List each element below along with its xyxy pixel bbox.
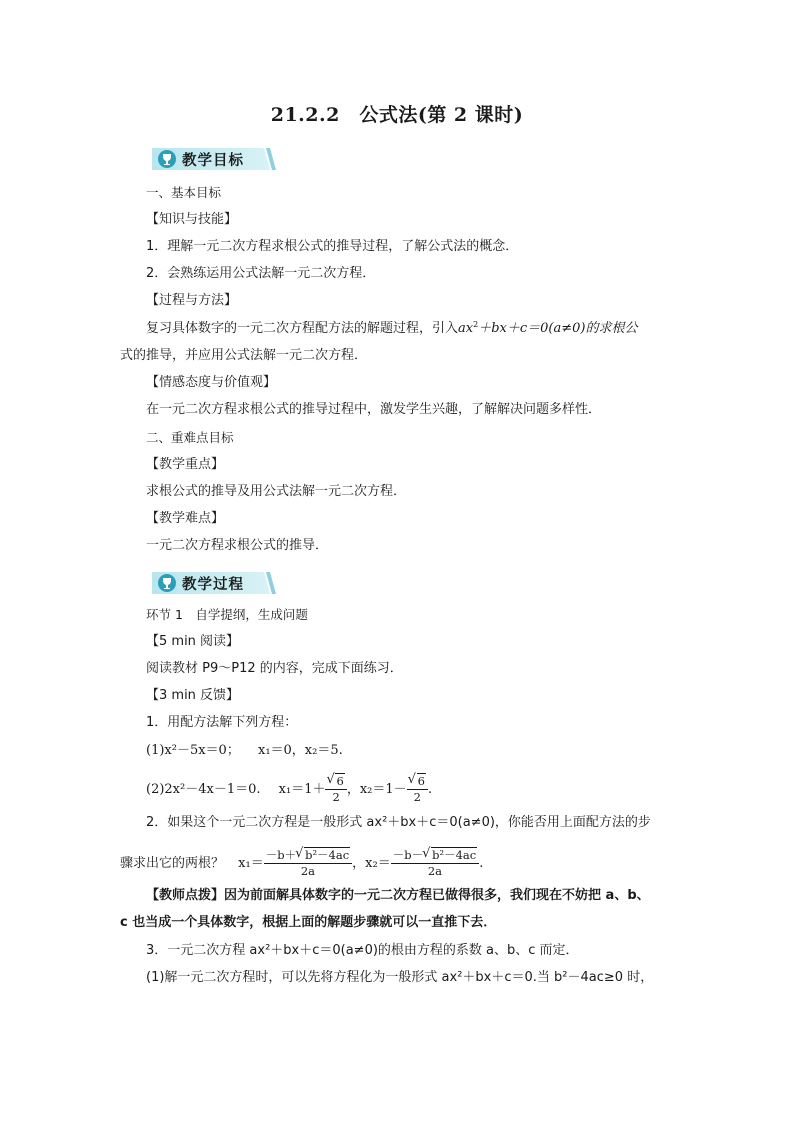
process-method-text-a: 复习具体数字的一元二次方程配方法的解题过程，引入: [146, 321, 459, 336]
reading-tag: 【5 min 阅读】: [146, 634, 240, 649]
question-2-line-1: 2．如果这个一元二次方程是一般形式 ax²＋bx＋c＝0(a≠0)，你能否用上面配方法的步: [146, 815, 651, 830]
process-method-line-1: 复习具体数字的一元二次方程配方法的解题过程，引入$ax^2+bx+c=0(a\ne 0)$的求根公: [146, 320, 638, 336]
teacher-tip-line-1: [146, 886, 650, 906]
banner-label-goals: 教学目标: [182, 153, 244, 169]
discriminant: b²－4ac: [305, 848, 350, 862]
feedback-tag: 【3 min 反馈】: [146, 688, 240, 703]
q1-1-answer: x₁＝0，x₂＝5.: [257, 743, 343, 758]
q2-x2-label: ，x₂＝: [352, 856, 391, 871]
question-3-part-1: (1)解一元二次方程时，可以先将方程化为一般形式 ax²＋bx＋c＝0.当 b²－4ac≥0 时，: [146, 970, 654, 985]
denominator: 2a: [427, 864, 443, 878]
knowledge-item-1: 1．理解一元二次方程求根公式的推导过程，了解公式法的概念．: [146, 239, 519, 254]
denominator: 2a: [300, 864, 316, 878]
q2-question-text: 骤求出它的两根？: [120, 856, 225, 871]
knowledge-heading: 【知识与技能】: [146, 212, 238, 227]
page-title: 21.2.2 公式法(第 2 课时): [270, 104, 524, 126]
q2-x1-label: x₁＝: [238, 856, 264, 871]
section-banner-process: [152, 570, 272, 594]
reading-text: 阅读教材 P9～P12 的内容，完成下面练习．: [146, 661, 403, 676]
root-formula-plus: －b＋ √ b²－4ac 2a: [264, 848, 352, 879]
difficulty-text: 一元二次方程求根公式的推导．: [146, 538, 329, 553]
radicand: 6: [417, 774, 425, 788]
step-1-heading: 环节 1 自学提纲，生成问题: [146, 607, 308, 622]
question-1-part-1: [146, 741, 343, 761]
teacher-tip-tag: 【教师点拨】: [146, 888, 225, 903]
q1-2-x1: x₁＝1＋: [278, 782, 326, 797]
denominator: 2: [413, 790, 421, 804]
q1-2-equation: (2)2x²－4x－1＝0.: [146, 782, 261, 797]
process-method-line-2: 式的推导，并应用公式法解一元二次方程．: [120, 348, 368, 363]
emotion-text: 在一元二次方程求根公式的推导过程中，激发学生兴趣，了解解决问题多样性．: [146, 402, 602, 417]
question-1-part-2: (2)2x²－4x－1＝0. x₁＝1＋ √ 6 2 ，x₂＝1－ √ 6 2 .: [146, 772, 433, 804]
q1-1-equation: (1)x²－5x＝0；: [146, 743, 240, 758]
question-2-line-2: 骤求出它的两根？ x₁＝ －b＋ √ b²－4ac 2a ，x₂＝ －b－ √ b²－4ac 2a .: [120, 846, 484, 878]
basic-goal-heading: 一、基本目标: [146, 185, 222, 200]
radicand: 6: [336, 774, 344, 788]
sqrt6-over-2-fraction-a: √ 6 2: [325, 774, 346, 805]
knowledge-item-2: 2．会熟练运用公式法解一元二次方程．: [146, 266, 376, 281]
q1-2-x2: ，x₂＝1－: [346, 782, 407, 797]
process-method-eq: ax: [458, 321, 474, 336]
process-method-heading: 【过程与方法】: [146, 293, 238, 308]
sqrt6-over-2-fraction-b: √ 6 2: [407, 774, 428, 805]
banner-label-process: 教学过程: [182, 577, 244, 593]
key-difficulty-heading: 二、重难点目标: [146, 430, 234, 445]
root-formula-minus: －b－ √ b²－4ac 2a: [391, 848, 479, 879]
focus-heading: 【教学重点】: [146, 457, 225, 472]
teacher-tip-line-2: c 也当成一个具体数字，根据上面的解题步骤就可以一直推下去．: [120, 915, 497, 930]
section-banner-goals: [152, 146, 272, 170]
process-method-text-b: ＋bx＋c＝0(a≠0)的求根公: [478, 321, 638, 336]
question-1: 1．用配方法解下列方程：: [146, 715, 298, 730]
numerator-prefix: －b－: [392, 848, 424, 862]
emotion-heading: 【情感态度与价值观】: [146, 375, 277, 390]
difficulty-heading: 【教学难点】: [146, 511, 225, 526]
focus-text: 求根公式的推导及用公式法解一元二次方程．: [146, 484, 407, 499]
question-3: 3．一元二次方程 ax²＋bx＋c＝0(a≠0)的根由方程的系数 a、b、c 而定．: [146, 943, 579, 958]
discriminant: b²－4ac: [432, 848, 477, 862]
denominator: 2: [332, 790, 340, 804]
numerator-prefix: －b＋: [265, 848, 297, 862]
teacher-tip-text: 因为前面解具体数字的一元二次方程已做得很多，我们现在不妨把 a、b、: [224, 888, 650, 903]
